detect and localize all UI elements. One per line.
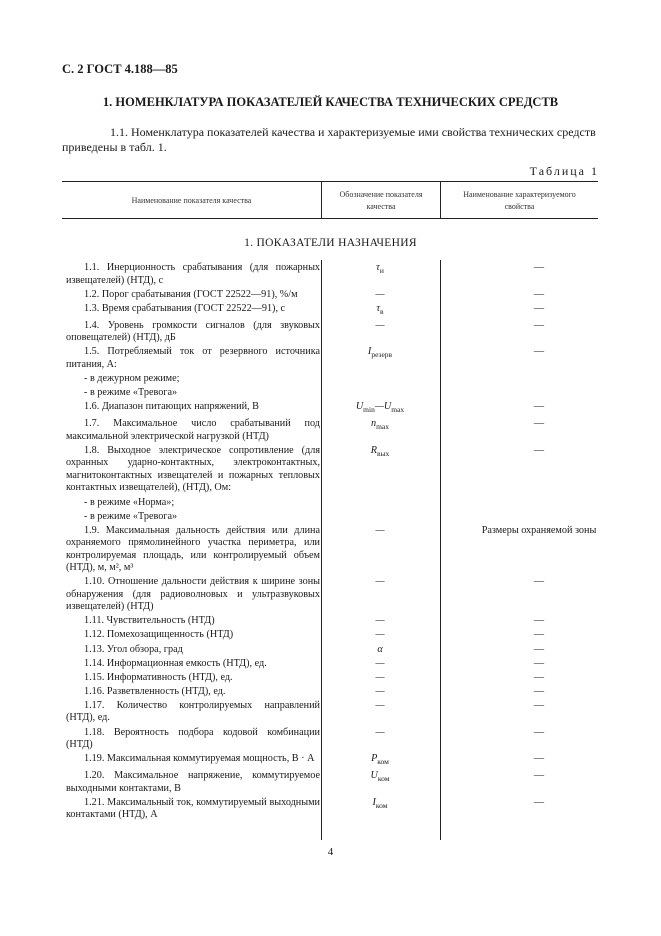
item-text: Максимальное число срабатываний под максимальной электрической нагрузкой (НТД)	[66, 418, 320, 442]
symbol-main: —	[375, 671, 385, 683]
item-number: 1.21.	[84, 796, 108, 808]
indicator-symbol	[320, 320, 440, 345]
item-text: Количество контролируемых направлений (НТД), ед.	[66, 699, 320, 724]
characterized-property: —	[533, 753, 545, 765]
column-header-property-l1: Наименование характеризуемого	[463, 190, 576, 199]
item-text: Угол обзора, град	[106, 643, 183, 655]
characterized-property: —	[533, 796, 545, 808]
indicator-symbol	[320, 289, 440, 302]
table-row	[66, 525, 626, 575]
symbol-subscript: min	[363, 405, 375, 415]
table-row	[66, 387, 626, 400]
symbol-subscript: и	[379, 266, 384, 276]
indicator-name	[66, 615, 320, 628]
column-header-symbol-l2: качества	[366, 202, 396, 211]
table-row	[66, 753, 626, 769]
item-number: 1.17.	[84, 699, 117, 711]
item-text: Максимальное напряжение, коммутируемое выходными контактами, В	[66, 770, 320, 794]
item-text: Помехозащищенность (НТД)	[106, 629, 234, 641]
symbol-main: α	[377, 643, 383, 655]
characterized-property: —	[533, 685, 545, 697]
indicator-name	[66, 511, 320, 524]
item-number: 1.12.	[84, 629, 107, 641]
indicator-symbol	[320, 303, 440, 319]
table-row	[66, 686, 626, 699]
characterized-property: Размеры охраняемой зоны	[481, 524, 597, 536]
indicator-name	[66, 320, 320, 345]
item-text: Информативность (НТД), ед.	[106, 671, 233, 683]
indicator-symbol	[320, 401, 440, 417]
symbol-main: U	[355, 401, 364, 413]
indicator-symbol	[320, 418, 440, 443]
item-text: Инерционность срабатывания (для пожарных извещателей) (НТД), с	[66, 262, 321, 286]
indicator-symbol	[320, 262, 440, 287]
item-text: Уровень громкости сигналов (для звуковых оповещателей) (НТД), дБ	[66, 319, 320, 344]
column-header-symbol	[322, 189, 440, 213]
table-row	[66, 303, 626, 319]
table-row	[66, 700, 626, 725]
table-row	[66, 511, 626, 524]
symbol-subscript: вых	[376, 448, 390, 458]
item-text: Максимальная коммутируемая мощность, В · А	[106, 753, 315, 765]
column-header-name: Наименование показателя качества	[131, 196, 252, 205]
indicator-name	[66, 525, 320, 575]
symbol-main: —	[375, 319, 385, 331]
table-row	[66, 445, 626, 495]
indicator-name	[66, 753, 320, 769]
indicator-name	[66, 401, 320, 417]
column-header-property	[441, 189, 598, 213]
table-top-rule	[62, 181, 598, 182]
indicator-name	[66, 700, 320, 725]
indicator-symbol	[320, 445, 440, 495]
item-text: Вероятность подбора кодовой комбинации (НТД)	[66, 726, 321, 751]
item-text: - в режиме «Норма»;	[84, 496, 175, 508]
characterized-property: —	[533, 319, 545, 331]
symbol-main: τ	[376, 302, 381, 314]
symbol-main: —	[375, 726, 385, 738]
characterized-property: —	[533, 418, 545, 430]
characterized-property: —	[533, 262, 545, 273]
item-text: Максимальный ток, коммутируемый выходными контактами (НТД), А	[66, 796, 320, 821]
column-header-property-l2: свойства	[504, 202, 535, 211]
characterized-property	[440, 373, 620, 386]
item-text: Выходное электрическое сопротивление (для охранных ударно-контактных, электроконтактных, магнитоконтактных извещателей и пожарных тепловых контактных извещателей), (НТД), Ом:	[66, 444, 321, 494]
symbol-main: —	[375, 576, 385, 588]
indicator-symbol	[320, 644, 440, 657]
symbol-subscript: ком	[377, 757, 389, 767]
indicator-symbol	[320, 797, 440, 822]
table-row	[66, 629, 626, 642]
table-row	[66, 262, 626, 287]
indicator-symbol	[320, 727, 440, 752]
table-row	[66, 672, 626, 685]
table-row	[66, 615, 626, 628]
symbol-main: —	[375, 629, 385, 641]
characterized-property: —	[533, 615, 545, 627]
item-number: 1.18.	[84, 726, 114, 738]
characterized-property: —	[533, 302, 545, 314]
item-text: - в дежурном режиме;	[84, 373, 180, 384]
indicator-symbol	[320, 346, 440, 371]
table-row	[66, 576, 626, 614]
indicator-name	[66, 658, 320, 671]
item-text: Потребляемый ток от резервного источника питания, А:	[66, 346, 321, 370]
characterized-property: —	[533, 401, 545, 413]
item-text: Информационная емкость (НТД), ед.	[106, 657, 267, 669]
symbol-subscript: ком	[375, 800, 388, 810]
item-number: 1.4.	[84, 319, 108, 331]
indicator-name	[66, 289, 320, 302]
symbol-main-2: —U	[374, 401, 392, 413]
indicator-name	[66, 346, 320, 371]
item-number: 1.9.	[84, 524, 106, 536]
item-number: 1.5.	[84, 346, 108, 358]
indicator-name	[66, 686, 320, 699]
symbol-main: P	[371, 753, 378, 765]
table-row	[66, 401, 626, 417]
indicator-symbol	[320, 525, 440, 575]
item-number: 1.14.	[84, 657, 107, 669]
intro-line-1: 1.1. Номенклатура показателей качества и характеризуемые ими свойства технических средств	[110, 125, 596, 139]
page-number: 4	[327, 846, 334, 858]
table-header-rule	[62, 218, 598, 219]
table-row	[66, 289, 626, 302]
characterized-property	[440, 497, 620, 510]
symbol-main: —	[375, 699, 385, 711]
indicator-symbol	[320, 576, 440, 614]
characterized-property: —	[533, 629, 545, 641]
symbol-subscript: резерв	[371, 350, 393, 360]
table-row	[66, 797, 626, 822]
table-row	[66, 658, 626, 671]
symbol-main: —	[375, 615, 385, 627]
symbol-main: n	[370, 418, 377, 430]
intro-paragraph	[62, 125, 600, 155]
indicator-name	[66, 629, 320, 642]
indicator-name	[66, 262, 320, 287]
item-number: 1.20.	[84, 770, 115, 782]
characterized-property	[440, 511, 620, 524]
table-row	[66, 320, 626, 345]
characterized-property: —	[533, 657, 545, 669]
table-row	[66, 644, 626, 657]
characterized-property: —	[533, 444, 545, 456]
item-number: 1.3.	[84, 302, 102, 314]
table-row	[66, 727, 626, 752]
indicator-symbol	[320, 658, 440, 671]
item-number: 1.16.	[84, 685, 107, 697]
symbol-main: R	[370, 444, 377, 456]
characterized-property: —	[533, 770, 545, 782]
indicator-symbol	[320, 497, 440, 510]
item-text: Диапазон питающих напряжений, В	[101, 401, 259, 413]
symbol-subscript: в	[380, 306, 384, 316]
indicator-name	[66, 497, 320, 510]
item-number: 1.2.	[84, 288, 102, 300]
symbol-subscript-2: max	[391, 405, 405, 415]
indicator-name	[66, 418, 320, 443]
indicator-name	[66, 373, 320, 386]
intro-line-2: приведены в табл. 1.	[62, 140, 167, 154]
item-text: Разветвленность (НТД), ед.	[106, 685, 226, 697]
indicator-symbol	[320, 753, 440, 769]
subsection-heading: 1. ПОКАЗАТЕЛИ НАЗНАЧЕНИЯ	[244, 237, 417, 249]
indicator-symbol	[320, 700, 440, 725]
indicator-name	[66, 576, 320, 614]
indicator-symbol	[320, 387, 440, 400]
indicator-name	[66, 387, 320, 400]
symbol-main: —	[375, 288, 385, 300]
indicator-symbol	[320, 672, 440, 685]
table-row	[66, 346, 626, 371]
symbol-main: —	[375, 524, 385, 536]
item-number: 1.19.	[84, 753, 107, 765]
indicator-name	[66, 770, 320, 795]
characterized-property: —	[533, 346, 545, 358]
characterized-property: —	[533, 671, 545, 683]
indicator-symbol	[320, 615, 440, 628]
characterized-property: —	[533, 288, 545, 300]
column-header-symbol-l1: Обозначение показателя	[339, 190, 423, 199]
indicator-symbol	[320, 629, 440, 642]
item-text: Максимальная дальность действия или длина охраняемого прямолинейного участка периметра, или контролируемая площадь, или контролируемый объем (НТД), м, м², м³	[66, 524, 320, 574]
indicator-name	[66, 727, 320, 752]
item-text: Порог срабатывания (ГОСТ 22522—91), %/м	[101, 288, 298, 300]
table-row	[66, 497, 626, 510]
item-number: 1.7.	[84, 418, 114, 430]
characterized-property: —	[533, 726, 545, 738]
symbol-subscript: ком	[377, 774, 390, 784]
indicator-name	[66, 797, 320, 822]
table-caption: Таблица 1	[529, 164, 599, 178]
item-text: Чувствительность (НТД)	[106, 615, 215, 627]
indicator-symbol	[320, 686, 440, 699]
section-title: 1. НОМЕНКЛАТУРА ПОКАЗАТЕЛЕЙ КАЧЕСТВА ТЕХНИЧЕСКИХ СРЕДСТВ	[102, 95, 559, 109]
table-row	[66, 770, 626, 795]
table-row	[66, 418, 626, 443]
table-row	[66, 373, 626, 386]
item-text: - в режиме «Тревога»	[84, 510, 178, 522]
item-text: Отношение дальности действия к ширине зоны обнаружения (для радиоволновых и ультразвуковых извещателей) (НТД)	[66, 576, 320, 613]
item-number: 1.8.	[84, 444, 108, 456]
symbol-main: I	[372, 796, 376, 808]
symbol-subscript: max	[376, 422, 389, 432]
indicator-symbol	[320, 511, 440, 524]
characterized-property: —	[533, 576, 545, 588]
indicator-symbol	[320, 770, 440, 795]
symbol-main: τ	[376, 262, 380, 273]
item-number: 1.11.	[84, 615, 107, 627]
symbol-main: U	[370, 770, 378, 782]
item-text: Время срабатывания (ГОСТ 22522—91), с	[101, 302, 286, 314]
indicator-name	[66, 445, 320, 495]
indicator-symbol	[320, 373, 440, 386]
characterized-property	[440, 387, 620, 400]
page-header: С. 2 ГОСТ 4.188—85	[62, 62, 178, 76]
item-number: 1.13.	[84, 643, 107, 655]
characterized-property: —	[533, 643, 545, 655]
indicator-name	[66, 672, 320, 685]
symbol-main: —	[375, 685, 385, 697]
characterized-property: —	[533, 699, 545, 711]
item-number: 1.10.	[84, 576, 108, 588]
indicator-name	[66, 303, 320, 319]
indicator-name	[66, 644, 320, 657]
item-number: 1.6.	[84, 401, 102, 413]
symbol-main: I	[367, 346, 372, 358]
item-number: 1.15.	[84, 671, 107, 683]
table-body	[66, 262, 626, 823]
symbol-main: —	[375, 657, 385, 669]
item-number: 1.1.	[84, 262, 107, 273]
item-text: - в режиме «Тревога»	[84, 387, 178, 399]
